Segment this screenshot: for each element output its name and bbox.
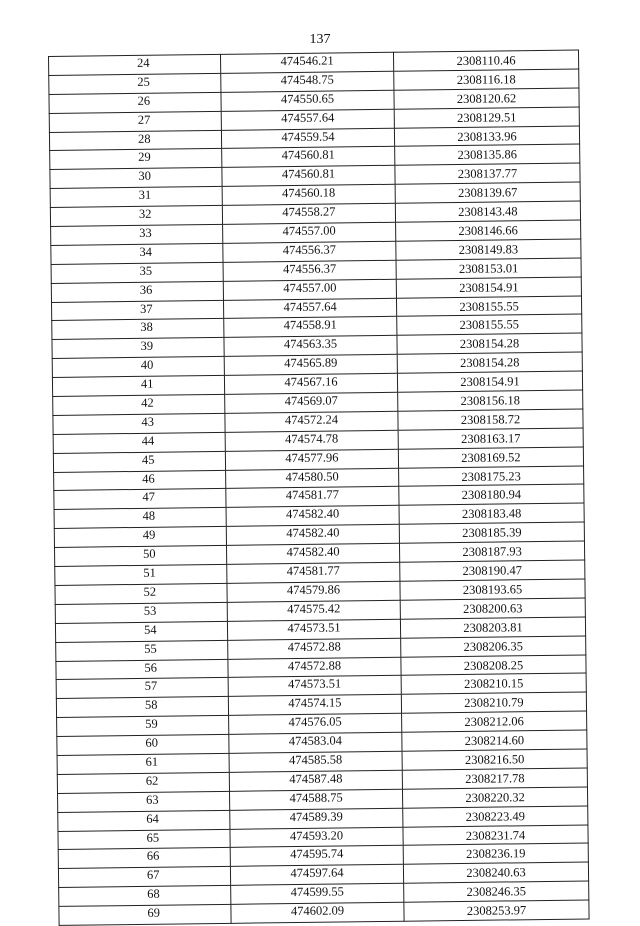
point-number-cell: 34 bbox=[51, 243, 223, 264]
y-coordinate-cell: 2308210.79 bbox=[401, 692, 586, 713]
y-coordinate-cell: 2308217.78 bbox=[402, 768, 587, 789]
y-coordinate-cell: 2308180.94 bbox=[399, 484, 584, 505]
x-coordinate-cell: 474599.55 bbox=[231, 883, 404, 904]
point-number-cell: 64 bbox=[58, 810, 230, 831]
y-coordinate-cell: 2308187.93 bbox=[399, 541, 584, 562]
y-coordinate-cell: 2308185.39 bbox=[399, 522, 584, 543]
y-coordinate-cell: 2308143.48 bbox=[395, 201, 580, 222]
y-coordinate-cell: 2308212.06 bbox=[402, 711, 587, 732]
y-coordinate-cell: 2308154.28 bbox=[397, 333, 582, 354]
point-number-cell: 37 bbox=[52, 300, 224, 321]
point-number-cell: 46 bbox=[54, 470, 226, 491]
point-number-cell: 36 bbox=[51, 281, 223, 302]
x-coordinate-cell: 474580.50 bbox=[226, 468, 399, 489]
x-coordinate-cell: 474582.40 bbox=[226, 506, 399, 527]
x-coordinate-cell: 474572.88 bbox=[228, 638, 401, 659]
x-coordinate-cell: 474565.89 bbox=[224, 355, 397, 376]
x-coordinate-cell: 474557.00 bbox=[223, 279, 396, 300]
y-coordinate-cell: 2308208.25 bbox=[401, 654, 586, 675]
x-coordinate-cell: 474602.09 bbox=[231, 902, 404, 923]
y-coordinate-cell: 2308200.63 bbox=[400, 598, 585, 619]
page-number: 137 bbox=[309, 32, 331, 47]
y-coordinate-cell: 2308203.81 bbox=[400, 617, 585, 638]
y-coordinate-cell: 2308163.17 bbox=[398, 428, 583, 449]
y-coordinate-cell: 2308129.51 bbox=[394, 107, 579, 128]
point-number-cell: 45 bbox=[53, 451, 225, 472]
x-coordinate-cell: 474581.77 bbox=[227, 562, 400, 583]
point-number-cell: 66 bbox=[58, 848, 230, 869]
y-coordinate-cell: 2308190.47 bbox=[400, 560, 585, 581]
x-coordinate-cell: 474588.75 bbox=[229, 789, 402, 810]
x-coordinate-cell: 474563.35 bbox=[224, 336, 397, 357]
x-coordinate-cell: 474579.86 bbox=[227, 581, 400, 602]
point-number-cell: 68 bbox=[59, 886, 231, 907]
x-coordinate-cell: 474585.58 bbox=[229, 751, 402, 772]
point-number-cell: 31 bbox=[50, 187, 222, 208]
x-coordinate-cell: 474567.16 bbox=[224, 373, 397, 394]
x-coordinate-cell: 474582.40 bbox=[226, 525, 399, 546]
point-number-cell: 44 bbox=[53, 432, 225, 453]
x-coordinate-cell: 474557.64 bbox=[223, 298, 396, 319]
y-coordinate-cell: 2308154.28 bbox=[397, 352, 582, 373]
point-number-cell: 59 bbox=[57, 716, 229, 737]
point-number-cell: 43 bbox=[53, 413, 225, 434]
point-number-cell: 51 bbox=[55, 564, 227, 585]
point-number-cell: 26 bbox=[49, 92, 221, 113]
x-coordinate-cell: 474557.00 bbox=[223, 222, 396, 243]
y-coordinate-cell: 2308220.32 bbox=[402, 787, 587, 808]
x-coordinate-cell: 474560.81 bbox=[222, 147, 395, 168]
x-coordinate-cell: 474576.05 bbox=[229, 713, 402, 734]
point-number-cell: 62 bbox=[57, 772, 229, 793]
point-number-cell: 69 bbox=[59, 904, 231, 925]
point-number-cell: 50 bbox=[55, 546, 227, 567]
x-coordinate-cell: 474572.88 bbox=[228, 657, 401, 678]
y-coordinate-cell: 2308156.18 bbox=[398, 390, 583, 411]
point-number-cell: 60 bbox=[57, 734, 229, 755]
y-coordinate-cell: 2308153.01 bbox=[396, 258, 581, 279]
x-coordinate-cell: 474560.18 bbox=[222, 185, 395, 206]
x-coordinate-cell: 474558.91 bbox=[224, 317, 397, 338]
x-coordinate-cell: 474558.27 bbox=[222, 203, 395, 224]
x-coordinate-cell: 474546.21 bbox=[220, 52, 393, 73]
y-coordinate-cell: 2308236.19 bbox=[403, 843, 588, 864]
y-coordinate-cell: 2308175.23 bbox=[399, 466, 584, 487]
y-coordinate-cell: 2308139.67 bbox=[395, 182, 580, 203]
x-coordinate-cell: 474593.20 bbox=[230, 827, 403, 848]
y-coordinate-cell: 2308158.72 bbox=[398, 409, 583, 430]
coordinates-table bbox=[48, 50, 590, 926]
point-number-cell: 53 bbox=[55, 602, 227, 623]
y-coordinate-cell: 2308135.86 bbox=[395, 144, 580, 165]
x-coordinate-cell: 474581.77 bbox=[226, 487, 399, 508]
x-coordinate-cell: 474574.78 bbox=[225, 430, 398, 451]
x-coordinate-cell: 474582.40 bbox=[226, 543, 399, 564]
coordinates-table-wrapper bbox=[48, 50, 587, 926]
point-number-cell: 56 bbox=[56, 659, 228, 680]
y-coordinate-cell: 2308154.91 bbox=[396, 277, 581, 298]
point-number-cell: 30 bbox=[50, 168, 222, 189]
point-number-cell: 39 bbox=[52, 338, 224, 359]
y-coordinate-cell: 2308231.74 bbox=[403, 824, 588, 845]
point-number-cell: 29 bbox=[50, 149, 222, 170]
point-number-cell: 38 bbox=[52, 319, 224, 340]
point-number-cell: 57 bbox=[56, 678, 228, 699]
point-number-cell: 35 bbox=[51, 262, 223, 283]
y-coordinate-cell: 2308183.48 bbox=[399, 503, 584, 524]
x-coordinate-cell: 474587.48 bbox=[229, 770, 402, 791]
y-coordinate-cell: 2308169.52 bbox=[398, 447, 583, 468]
point-number-cell: 25 bbox=[49, 73, 221, 94]
x-coordinate-cell: 474560.81 bbox=[222, 166, 395, 187]
point-number-cell: 65 bbox=[58, 829, 230, 850]
y-coordinate-cell: 2308110.46 bbox=[393, 50, 578, 71]
point-number-cell: 49 bbox=[54, 527, 226, 548]
point-number-cell: 55 bbox=[56, 640, 228, 661]
x-coordinate-cell: 474556.37 bbox=[223, 241, 396, 262]
x-coordinate-cell: 474550.65 bbox=[221, 90, 394, 111]
point-number-cell: 63 bbox=[58, 791, 230, 812]
point-number-cell: 28 bbox=[49, 130, 221, 151]
x-coordinate-cell: 474573.51 bbox=[228, 676, 401, 697]
point-number-cell: 41 bbox=[52, 376, 224, 397]
point-number-cell: 24 bbox=[49, 54, 221, 75]
y-coordinate-cell: 2308193.65 bbox=[400, 579, 585, 600]
point-number-cell: 32 bbox=[50, 206, 222, 227]
x-coordinate-cell: 474572.24 bbox=[225, 411, 398, 432]
y-coordinate-cell: 2308206.35 bbox=[401, 636, 586, 657]
point-number-cell: 52 bbox=[55, 583, 227, 604]
x-coordinate-cell: 474589.39 bbox=[230, 808, 403, 829]
x-coordinate-cell: 474575.42 bbox=[227, 600, 400, 621]
y-coordinate-cell: 2308137.77 bbox=[395, 163, 580, 184]
y-coordinate-cell: 2308116.18 bbox=[394, 69, 579, 90]
x-coordinate-cell: 474569.07 bbox=[225, 392, 398, 413]
y-coordinate-cell: 2308223.49 bbox=[403, 806, 588, 827]
x-coordinate-cell: 474548.75 bbox=[221, 71, 394, 92]
x-coordinate-cell: 474574.15 bbox=[228, 695, 401, 716]
x-coordinate-cell: 474597.64 bbox=[230, 865, 403, 886]
x-coordinate-cell: 474556.37 bbox=[223, 260, 396, 281]
x-coordinate-cell: 474559.54 bbox=[221, 128, 394, 149]
y-coordinate-cell: 2308120.62 bbox=[394, 88, 579, 109]
point-number-cell: 40 bbox=[52, 357, 224, 378]
coordinates-table-body bbox=[49, 50, 590, 925]
y-coordinate-cell: 2308214.60 bbox=[402, 730, 587, 751]
point-number-cell: 61 bbox=[57, 753, 229, 774]
point-number-cell: 48 bbox=[54, 508, 226, 529]
x-coordinate-cell: 474577.96 bbox=[225, 449, 398, 470]
point-number-cell: 67 bbox=[58, 867, 230, 888]
y-coordinate-cell: 2308149.83 bbox=[396, 239, 581, 260]
y-coordinate-cell: 2308146.66 bbox=[396, 220, 581, 241]
y-coordinate-cell: 2308210.15 bbox=[401, 673, 586, 694]
y-coordinate-cell: 2308246.35 bbox=[404, 881, 589, 902]
x-coordinate-cell: 474595.74 bbox=[230, 846, 403, 867]
y-coordinate-cell: 2308240.63 bbox=[403, 862, 588, 883]
y-coordinate-cell: 2308216.50 bbox=[402, 749, 587, 770]
y-coordinate-cell: 2308154.91 bbox=[397, 371, 582, 392]
y-coordinate-cell: 2308133.96 bbox=[394, 126, 579, 147]
y-coordinate-cell: 2308155.55 bbox=[397, 314, 582, 335]
point-number-cell: 27 bbox=[49, 111, 221, 132]
point-number-cell: 47 bbox=[54, 489, 226, 510]
point-number-cell: 42 bbox=[53, 394, 225, 415]
point-number-cell: 54 bbox=[55, 621, 227, 642]
y-coordinate-cell: 2308253.97 bbox=[404, 900, 589, 921]
y-coordinate-cell: 2308155.55 bbox=[396, 296, 581, 317]
x-coordinate-cell: 474583.04 bbox=[229, 732, 402, 753]
point-number-cell: 58 bbox=[56, 697, 228, 718]
point-number-cell: 33 bbox=[51, 224, 223, 245]
x-coordinate-cell: 474573.51 bbox=[227, 619, 400, 640]
x-coordinate-cell: 474557.64 bbox=[221, 109, 394, 130]
